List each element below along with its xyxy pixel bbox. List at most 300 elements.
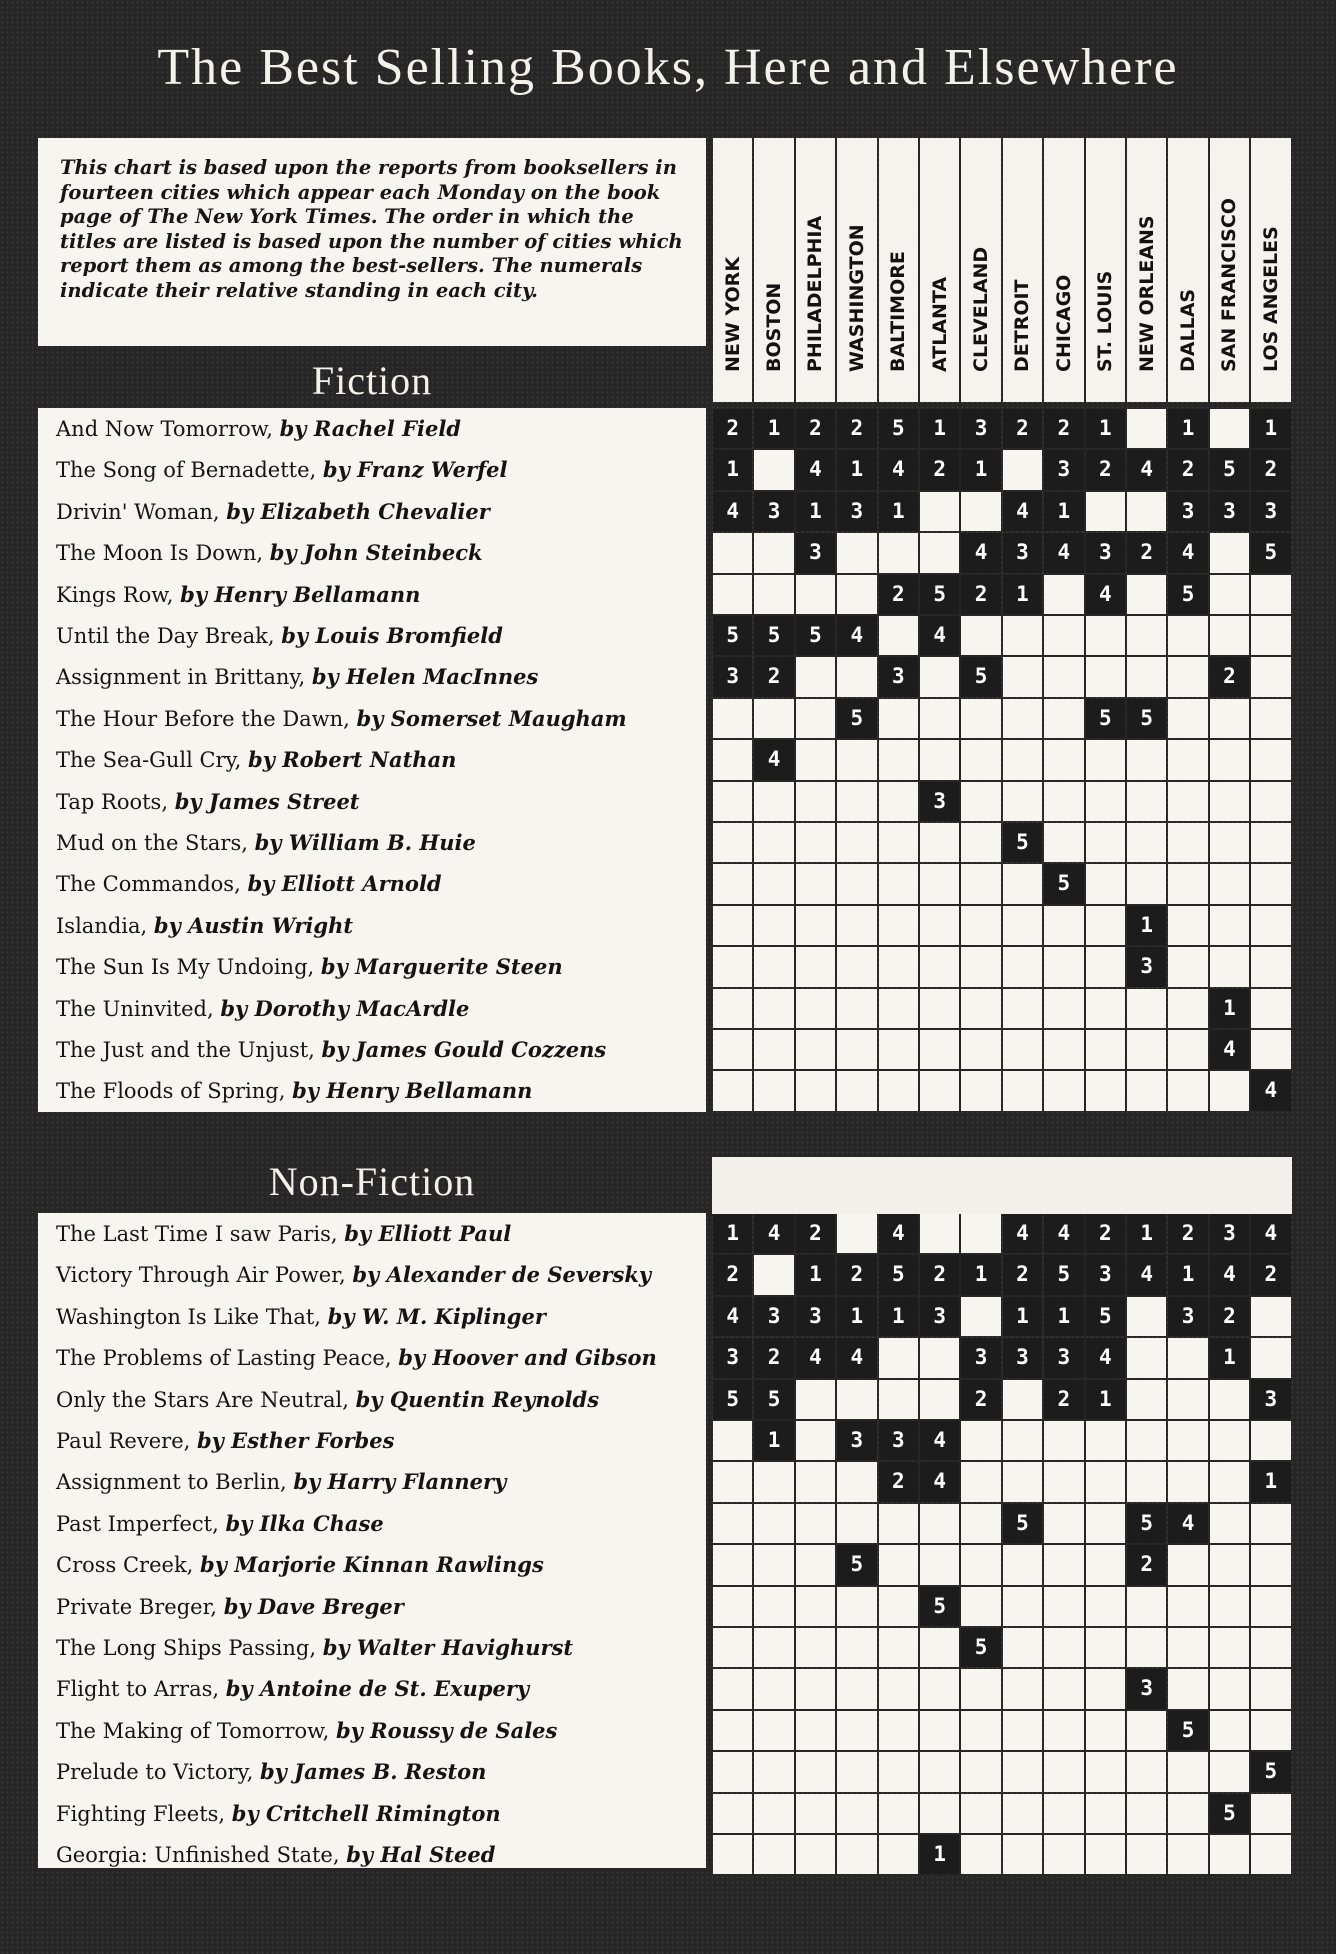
- empty-cell: [961, 1835, 1000, 1874]
- book-row: [38, 1379, 706, 1420]
- empty-cell: [1086, 616, 1125, 655]
- empty-cell: [1086, 1504, 1125, 1543]
- empty-cell: [1251, 1545, 1290, 1584]
- empty-cell: [713, 1628, 752, 1667]
- empty-cell: [837, 1071, 876, 1110]
- empty-cell: [920, 989, 959, 1028]
- empty-cell: [796, 699, 835, 738]
- book-row: [38, 822, 706, 863]
- empty-cell: [879, 1711, 918, 1750]
- empty-cell: [796, 1835, 835, 1874]
- book-row: [38, 1834, 706, 1875]
- empty-cell: [1127, 1338, 1166, 1377]
- rank-cell: 2: [1210, 1297, 1249, 1336]
- book-title: Tap Roots,: [56, 789, 169, 814]
- empty-cell: [1127, 492, 1166, 531]
- empty-cell: [879, 864, 918, 903]
- book-title: The Hour Before the Dawn,: [56, 706, 350, 731]
- empty-cell: [1127, 1587, 1166, 1626]
- empty-cell: [920, 1752, 959, 1791]
- empty-cell: [1168, 864, 1207, 903]
- empty-cell: [961, 1030, 1000, 1069]
- rank-cell: 1: [1251, 1462, 1290, 1501]
- rank-cell: 1: [1003, 1297, 1042, 1336]
- rank-cell: 3: [1086, 533, 1125, 572]
- rank-cell: 5: [920, 575, 959, 614]
- empty-cell: [796, 1752, 835, 1791]
- empty-cell: [1127, 823, 1166, 862]
- rank-cell: 2: [1003, 1255, 1042, 1294]
- ranking-grid: [712, 138, 1292, 1898]
- empty-cell: [1127, 1462, 1166, 1501]
- empty-cell: [961, 1071, 1000, 1110]
- empty-cell: [837, 947, 876, 986]
- book-title: The Moon Is Down,: [56, 541, 264, 566]
- empty-cell: [1251, 1504, 1290, 1543]
- empty-cell: [1003, 1421, 1042, 1460]
- empty-cell: [796, 989, 835, 1028]
- empty-cell: [1044, 906, 1083, 945]
- empty-cell: [796, 1462, 835, 1501]
- empty-cell: [879, 1752, 918, 1791]
- empty-cell: [1127, 1297, 1166, 1336]
- empty-cell: [1168, 1545, 1207, 1584]
- empty-cell: [879, 906, 918, 945]
- book-author: by Critchell Rimington: [231, 1800, 501, 1826]
- empty-cell: [1086, 947, 1125, 986]
- empty-cell: [1044, 782, 1083, 821]
- rank-cell: 4: [1044, 1214, 1083, 1253]
- empty-cell: [1044, 1752, 1083, 1791]
- empty-cell: [754, 1255, 793, 1294]
- book-author: by Esther Forbes: [196, 1428, 395, 1453]
- rank-cell: 4: [1251, 1214, 1290, 1253]
- empty-cell: [879, 1587, 918, 1626]
- book-author: by William B. Huie: [254, 830, 476, 855]
- rank-cell: 1: [796, 1255, 835, 1294]
- book-title: The Sun Is My Undoing,: [56, 955, 315, 980]
- empty-cell: [961, 1214, 1000, 1253]
- empty-cell: [961, 1504, 1000, 1543]
- book-title: The Commandos,: [56, 872, 241, 897]
- empty-cell: [961, 1421, 1000, 1460]
- empty-cell: [920, 1030, 959, 1069]
- book-row: [38, 1710, 706, 1751]
- empty-cell: [1044, 1462, 1083, 1501]
- empty-cell: [1127, 782, 1166, 821]
- empty-cell: [1210, 1380, 1249, 1419]
- rank-cell: 4: [1044, 533, 1083, 572]
- empty-cell: [1127, 1380, 1166, 1419]
- empty-cell: [1127, 1071, 1166, 1110]
- empty-cell: [961, 1587, 1000, 1626]
- rank-cell: 3: [754, 492, 793, 531]
- empty-cell: [1251, 1338, 1290, 1377]
- empty-cell: [1168, 989, 1207, 1028]
- city-header: [796, 138, 835, 402]
- empty-cell: [837, 1587, 876, 1626]
- book-author: by Alexander de Seversky: [352, 1262, 652, 1288]
- empty-cell: [1044, 1071, 1083, 1110]
- rank-cell: 5: [1251, 1752, 1290, 1791]
- empty-cell: [1210, 1711, 1249, 1750]
- empty-cell: [961, 1669, 1000, 1708]
- empty-cell: [1168, 1628, 1207, 1667]
- rank-cell: 1: [1168, 1255, 1207, 1294]
- empty-cell: [1086, 492, 1125, 531]
- empty-cell: [796, 1421, 835, 1460]
- city-label: CLEVELAND: [970, 246, 993, 372]
- rank-cell: 3: [920, 1297, 959, 1336]
- book-row: [38, 574, 706, 615]
- rank-cell: 4: [1168, 1504, 1207, 1543]
- rank-cell: 4: [796, 450, 835, 489]
- fiction-book-list: [38, 408, 706, 1112]
- book-author: by Marjorie Kinnan Rawlings: [200, 1552, 544, 1578]
- book-row: [38, 905, 706, 946]
- empty-cell: [1086, 1462, 1125, 1501]
- book-title: The Problems of Lasting Peace,: [56, 1346, 392, 1371]
- page-title: The Best Selling Books, Here and Elsewhere: [157, 39, 1179, 96]
- rank-cell: 3: [879, 1421, 918, 1460]
- rank-cell: 3: [754, 1297, 793, 1336]
- empty-cell: [1210, 864, 1249, 903]
- book-row: [38, 1461, 706, 1502]
- book-author: by Henry Bellamann: [180, 581, 421, 607]
- rank-cell: 4: [1210, 1030, 1249, 1069]
- empty-cell: [1251, 1794, 1290, 1833]
- empty-cell: [754, 1462, 793, 1501]
- empty-cell: [1127, 657, 1166, 696]
- book-row: [38, 1070, 706, 1111]
- rank-cell: 3: [1044, 450, 1083, 489]
- rank-cell: 2: [796, 409, 835, 448]
- city-header: [920, 138, 959, 402]
- empty-cell: [1168, 947, 1207, 986]
- rank-cell: 2: [1127, 1545, 1166, 1584]
- book-row: [38, 1029, 706, 1070]
- empty-cell: [1086, 782, 1125, 821]
- rank-cell: 4: [713, 492, 752, 531]
- empty-cell: [1251, 782, 1290, 821]
- empty-cell: [1044, 1545, 1083, 1584]
- empty-cell: [1086, 1545, 1125, 1584]
- empty-cell: [713, 740, 752, 779]
- empty-cell: [713, 782, 752, 821]
- rank-cell: 1: [713, 1214, 752, 1253]
- empty-cell: [879, 1504, 918, 1543]
- empty-cell: [713, 823, 752, 862]
- empty-cell: [879, 616, 918, 655]
- rank-cell: 2: [837, 1255, 876, 1294]
- empty-cell: [713, 1030, 752, 1069]
- rank-cell: 2: [1168, 1214, 1207, 1253]
- empty-cell: [1127, 864, 1166, 903]
- empty-cell: [796, 1669, 835, 1708]
- empty-cell: [1044, 1669, 1083, 1708]
- empty-cell: [1127, 409, 1166, 448]
- city-header: [754, 138, 793, 402]
- book-title: Cross Creek,: [56, 1553, 194, 1578]
- book-row: [38, 988, 706, 1029]
- empty-cell: [1086, 657, 1125, 696]
- empty-cell: [1210, 740, 1249, 779]
- empty-cell: [713, 947, 752, 986]
- empty-cell: [1251, 947, 1290, 986]
- city-header: [1003, 138, 1042, 402]
- empty-cell: [1210, 947, 1249, 986]
- empty-cell: [879, 1545, 918, 1584]
- rank-cell: 5: [837, 1545, 876, 1584]
- empty-cell: [1044, 1628, 1083, 1667]
- empty-cell: [920, 1711, 959, 1750]
- rank-cell: 5: [1210, 1794, 1249, 1833]
- empty-cell: [920, 1504, 959, 1543]
- empty-cell: [1044, 1794, 1083, 1833]
- book-title: Only the Stars Are Neutral,: [56, 1387, 349, 1412]
- empty-cell: [754, 575, 793, 614]
- book-title: And Now Tomorrow,: [56, 417, 273, 441]
- rank-cell: 2: [837, 409, 876, 448]
- rank-cell: 5: [796, 616, 835, 655]
- rank-cell: 2: [754, 1338, 793, 1377]
- rank-cell: 4: [796, 1338, 835, 1377]
- empty-cell: [1168, 1587, 1207, 1626]
- empty-cell: [754, 823, 793, 862]
- book-title: Victory Through Air Power,: [56, 1263, 346, 1288]
- book-author: by James Gould Cozzens: [321, 1037, 607, 1062]
- empty-cell: [713, 1504, 752, 1543]
- empty-cell: [961, 906, 1000, 945]
- rank-cell: 4: [1210, 1255, 1249, 1294]
- book-title: Washington Is Like That,: [56, 1304, 321, 1329]
- empty-cell: [1210, 1071, 1249, 1110]
- empty-cell: [1086, 1030, 1125, 1069]
- rank-cell: 5: [1168, 1711, 1207, 1750]
- empty-cell: [879, 782, 918, 821]
- book-author: by Elizabeth Chevalier: [226, 498, 490, 524]
- city-label: BOSTON: [763, 282, 786, 372]
- rank-cell: 4: [961, 533, 1000, 572]
- empty-cell: [1086, 1711, 1125, 1750]
- book-author: by Elliott Paul: [344, 1221, 512, 1246]
- empty-cell: [1127, 1835, 1166, 1874]
- empty-cell: [879, 1628, 918, 1667]
- empty-cell: [837, 1462, 876, 1501]
- empty-cell: [1251, 657, 1290, 696]
- empty-cell: [879, 740, 918, 779]
- rank-cell: 3: [1251, 1380, 1290, 1419]
- empty-cell: [1251, 906, 1290, 945]
- empty-cell: [1086, 1071, 1125, 1110]
- empty-cell: [1044, 823, 1083, 862]
- book-author: by Roussy de Sales: [335, 1717, 558, 1743]
- empty-cell: [1127, 1030, 1166, 1069]
- rank-cell: 4: [837, 1338, 876, 1377]
- book-author: by James Street: [174, 788, 360, 814]
- empty-cell: [920, 740, 959, 779]
- empty-cell: [796, 1545, 835, 1584]
- rank-cell: 4: [920, 616, 959, 655]
- empty-cell: [754, 1752, 793, 1791]
- city-label: DALLAS: [1177, 288, 1200, 372]
- empty-cell: [1251, 699, 1290, 738]
- rank-cell: 2: [796, 1214, 835, 1253]
- book-title: Past Imperfect,: [56, 1511, 219, 1536]
- empty-cell: [1003, 1030, 1042, 1069]
- rank-cell: 2: [1210, 657, 1249, 696]
- book-author: by Dorothy MacArdle: [220, 995, 470, 1021]
- empty-cell: [920, 1669, 959, 1708]
- empty-cell: [1003, 740, 1042, 779]
- empty-cell: [920, 533, 959, 572]
- rank-cell: 1: [1044, 492, 1083, 531]
- empty-cell: [837, 657, 876, 696]
- rank-cell: 3: [1127, 947, 1166, 986]
- rank-cell: 5: [1127, 699, 1166, 738]
- rank-cell: 2: [713, 409, 752, 448]
- empty-cell: [713, 699, 752, 738]
- book-title: Prelude to Victory,: [56, 1760, 254, 1785]
- book-row: [38, 863, 706, 904]
- rank-cell: 2: [1251, 450, 1290, 489]
- empty-cell: [1251, 1297, 1290, 1336]
- book-title: Mud on the Stars,: [56, 831, 248, 855]
- empty-cell: [1003, 1669, 1042, 1708]
- empty-cell: [1251, 1711, 1290, 1750]
- empty-cell: [879, 1380, 918, 1419]
- city-label: NEW ORLEANS: [1135, 215, 1158, 372]
- empty-cell: [1168, 1030, 1207, 1069]
- rank-cell: 4: [754, 1214, 793, 1253]
- rank-cell: 5: [879, 1255, 918, 1294]
- rank-cell: 1: [1044, 1297, 1083, 1336]
- rank-cell: 3: [1044, 1338, 1083, 1377]
- rank-cell: 5: [920, 1587, 959, 1626]
- book-row: [38, 656, 706, 697]
- rank-cell: 4: [920, 1421, 959, 1460]
- rank-cell: 4: [1127, 450, 1166, 489]
- empty-cell: [879, 1071, 918, 1110]
- empty-cell: [961, 782, 1000, 821]
- empty-cell: [796, 657, 835, 696]
- empty-cell: [754, 1030, 793, 1069]
- empty-cell: [1086, 1628, 1125, 1667]
- empty-cell: [713, 1071, 752, 1110]
- empty-cell: [1003, 1835, 1042, 1874]
- empty-cell: [1086, 989, 1125, 1028]
- rank-cell: 5: [837, 699, 876, 738]
- empty-cell: [837, 740, 876, 779]
- empty-cell: [796, 740, 835, 779]
- empty-cell: [1210, 823, 1249, 862]
- empty-cell: [1168, 823, 1207, 862]
- book-title: Assignment in Brittany,: [56, 665, 306, 690]
- rank-cell: 5: [961, 1628, 1000, 1667]
- rank-cell: 2: [1127, 533, 1166, 572]
- empty-cell: [837, 1711, 876, 1750]
- rank-cell: 2: [754, 657, 793, 696]
- empty-cell: [837, 1504, 876, 1543]
- empty-cell: [1003, 1794, 1042, 1833]
- empty-cell: [796, 1711, 835, 1750]
- book-row: [38, 1751, 706, 1792]
- empty-cell: [1003, 782, 1042, 821]
- rank-cell: 4: [1086, 575, 1125, 614]
- empty-cell: [1251, 864, 1290, 903]
- empty-cell: [879, 1669, 918, 1708]
- rank-cell: 1: [961, 1255, 1000, 1294]
- empty-cell: [879, 989, 918, 1028]
- book-author: by Rachel Field: [279, 416, 461, 441]
- rank-cell: 2: [961, 575, 1000, 614]
- empty-cell: [837, 906, 876, 945]
- empty-cell: [796, 1504, 835, 1543]
- empty-cell: [1127, 575, 1166, 614]
- book-author: by Louis Bromfield: [281, 623, 503, 648]
- book-row: [38, 1544, 706, 1585]
- empty-cell: [1168, 1794, 1207, 1833]
- empty-cell: [1210, 1587, 1249, 1626]
- empty-cell: [920, 1545, 959, 1584]
- empty-cell: [920, 1214, 959, 1253]
- empty-cell: [1003, 1628, 1042, 1667]
- empty-cell: [1210, 1628, 1249, 1667]
- book-author: by Dave Breger: [223, 1593, 404, 1619]
- empty-cell: [961, 947, 1000, 986]
- rank-cell: 2: [961, 1380, 1000, 1419]
- rank-cell: 1: [837, 450, 876, 489]
- empty-cell: [1044, 1030, 1083, 1069]
- rank-cell: 1: [920, 409, 959, 448]
- empty-cell: [754, 864, 793, 903]
- book-row: [38, 1337, 706, 1378]
- book-author: by Hoover and Gibson: [398, 1345, 657, 1371]
- empty-cell: [1168, 740, 1207, 779]
- book-author: by Marguerite Steen: [320, 954, 563, 980]
- book-title: Georgia: Unfinished State,: [56, 1843, 340, 1867]
- empty-cell: [713, 1462, 752, 1501]
- empty-cell: [961, 1711, 1000, 1750]
- rank-cell: 2: [1251, 1255, 1290, 1294]
- book-row: [38, 698, 706, 739]
- book-row: [38, 1668, 706, 1709]
- empty-cell: [837, 1628, 876, 1667]
- city-header: [1127, 138, 1166, 402]
- empty-cell: [837, 1669, 876, 1708]
- empty-cell: [796, 782, 835, 821]
- empty-cell: [961, 492, 1000, 531]
- city-label: BALTIMORE: [887, 251, 910, 372]
- rank-cell: 5: [754, 616, 793, 655]
- empty-cell: [796, 1628, 835, 1667]
- rank-cell: 1: [1127, 1214, 1166, 1253]
- rank-cell: 4: [1168, 533, 1207, 572]
- empty-cell: [754, 533, 793, 572]
- empty-cell: [920, 906, 959, 945]
- empty-cell: [796, 575, 835, 614]
- book-author: by Hal Steed: [346, 1842, 496, 1867]
- book-row: [38, 781, 706, 822]
- empty-cell: [1003, 699, 1042, 738]
- empty-cell: [961, 864, 1000, 903]
- book-title: The Floods of Spring,: [56, 1079, 286, 1104]
- fiction-heading: Fiction: [311, 358, 433, 403]
- empty-cell: [1044, 1504, 1083, 1543]
- book-title: Assignment to Berlin,: [56, 1470, 287, 1495]
- empty-cell: [1003, 1380, 1042, 1419]
- empty-cell: [1086, 1752, 1125, 1791]
